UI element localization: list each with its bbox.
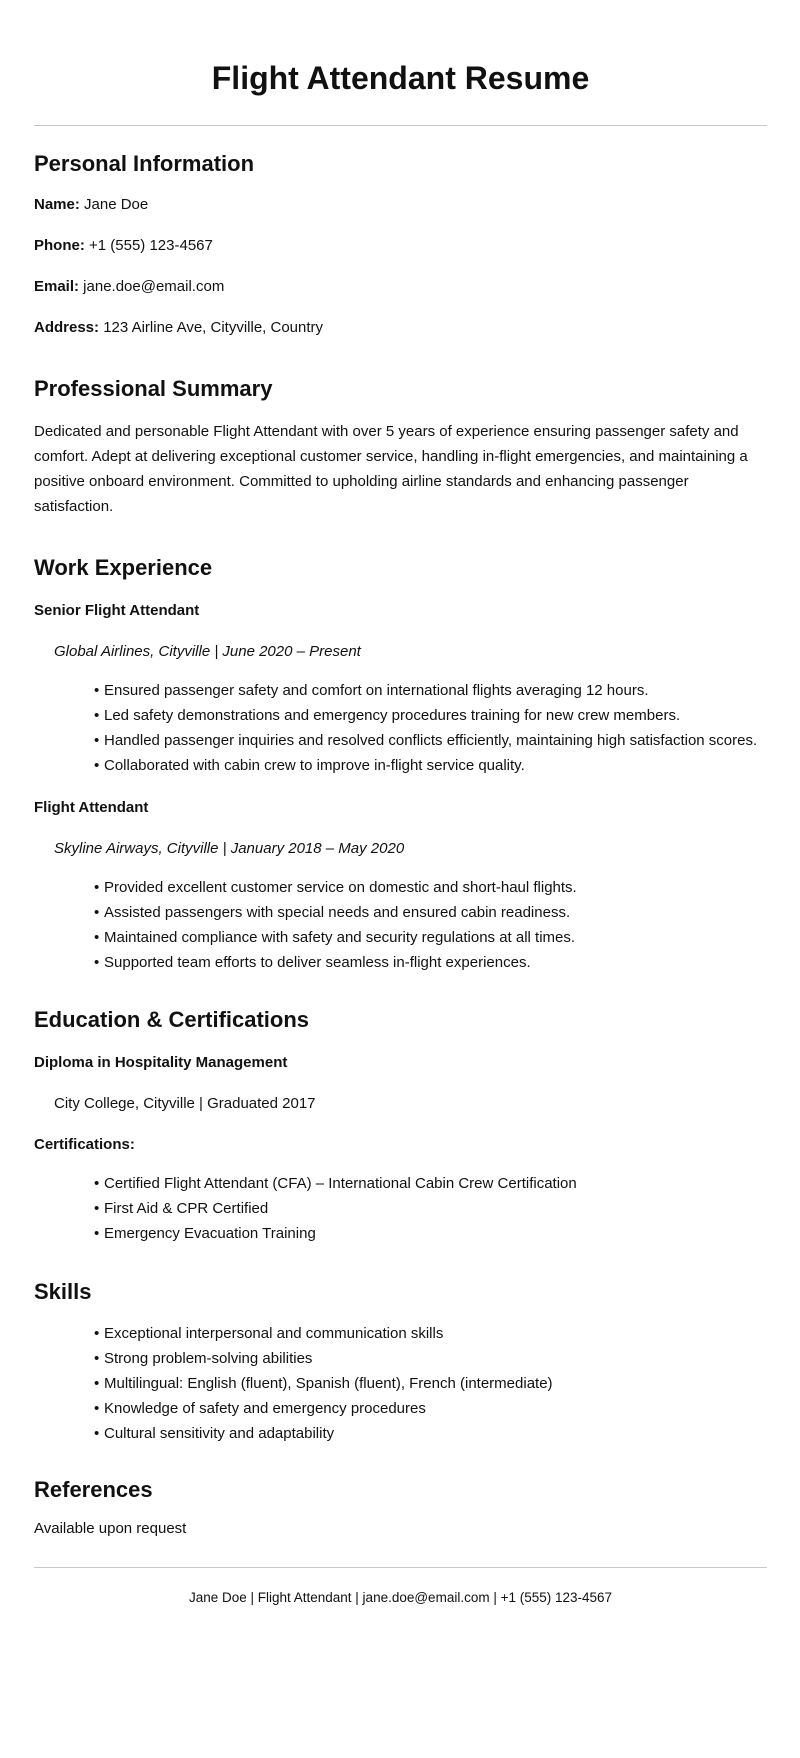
personal-info-heading: Personal Information [34,151,255,176]
phone-value: +1 (555) 123-4567 [84,237,213,254]
page-title: Flight Attendant Resume [34,0,767,126]
job-meta: Skyline Airways, Cityville | January 2018 – May 2020 [54,840,405,857]
list-item: • Handled passenger inquiries and resolved conflicts efficiently, maintaining high satisfaction scores. [94,728,767,753]
certifications-list [34,1171,767,1246]
name-value: Jane Doe [79,196,149,213]
skills-list [34,1321,767,1446]
skills-section [34,1279,767,1446]
address-line [34,318,767,338]
job-title: Senior Flight Attendant [34,602,200,619]
summary-text: Dedicated and personable Flight Attendant with over 5 years of experience ensuring passenger safety and comfort. Adept at delivering exceptional customer service, handling in-flight emergencies, and maintaining a positive onboard environment. Committed to upholding airline standards and enhancing passenger satisfaction. [34,423,748,515]
list-item: • Provided excellent customer service on domestic and short-haul flights. [94,875,767,900]
address-label: Address: [34,319,100,336]
list-item: • Led safety demonstrations and emergency procedures training for new crew members. [94,703,767,728]
phone-label: Phone: [34,237,85,254]
summary-heading: Professional Summary [34,376,273,401]
skills-heading: Skills [34,1279,92,1304]
job-title: Flight Attendant [34,799,149,816]
list-item: • Cultural sensitivity and adaptability [94,1421,767,1446]
name-line [34,195,767,215]
job-meta: Global Airlines, Cityville | June 2020 – Present [54,643,361,660]
email-label: Email: [34,278,80,295]
list-item: • Assisted passengers with special needs and ensured cabin readiness. [94,900,767,925]
list-item: • Emergency Evacuation Training [94,1221,767,1246]
list-item: • Ensured passenger safety and comfort on international flights averaging 12 hours. [94,678,767,703]
experience-heading: Work Experience [34,555,213,580]
list-item: • Multilingual: English (fluent), Spanish (fluent), French (intermediate) [94,1371,767,1396]
list-item: • Exceptional interpersonal and communication skills [94,1321,767,1346]
summary-section [34,376,767,519]
list-item: • Supported team efforts to deliver seamless in-flight experiences. [94,950,767,975]
list-item: • Collaborated with cabin crew to improve in-flight service quality. [94,753,767,778]
job-bullets [34,875,767,975]
references-section [34,1477,767,1539]
page-footer [34,1567,767,1605]
email-line [34,277,767,297]
school-meta: City College, Cityville | Graduated 2017 [54,1095,316,1112]
job-bullets [34,678,767,778]
address-value: 123 Airline Ave, Cityville, Country [99,319,324,336]
education-heading: Education & Certifications [34,1007,310,1032]
phone-line [34,236,767,256]
list-item: • Maintained compliance with safety and security regulations at all times. [94,925,767,950]
certifications-heading: Certifications: [34,1136,135,1153]
list-item: • First Aid & CPR Certified [94,1196,767,1221]
job-entry [34,798,767,975]
personal-info-section [34,151,767,338]
footer-text: Jane Doe | Flight Attendant | jane.doe@email.com | +1 (555) 123-4567 [188,1590,613,1605]
list-item: • Knowledge of safety and emergency procedures [94,1396,767,1421]
education-section [34,1007,767,1246]
list-item: • Certified Flight Attendant (CFA) – International Cabin Crew Certification [94,1171,767,1196]
job-entry [34,601,767,778]
email-value: jane.doe@email.com [79,278,225,295]
references-heading: References [34,1477,153,1502]
experience-section [34,555,767,975]
list-item: • Strong problem-solving abilities [94,1346,767,1371]
references-text: Available upon request [34,1520,187,1537]
name-label: Name: [34,196,80,213]
degree-title: Diploma in Hospitality Management [34,1054,288,1071]
